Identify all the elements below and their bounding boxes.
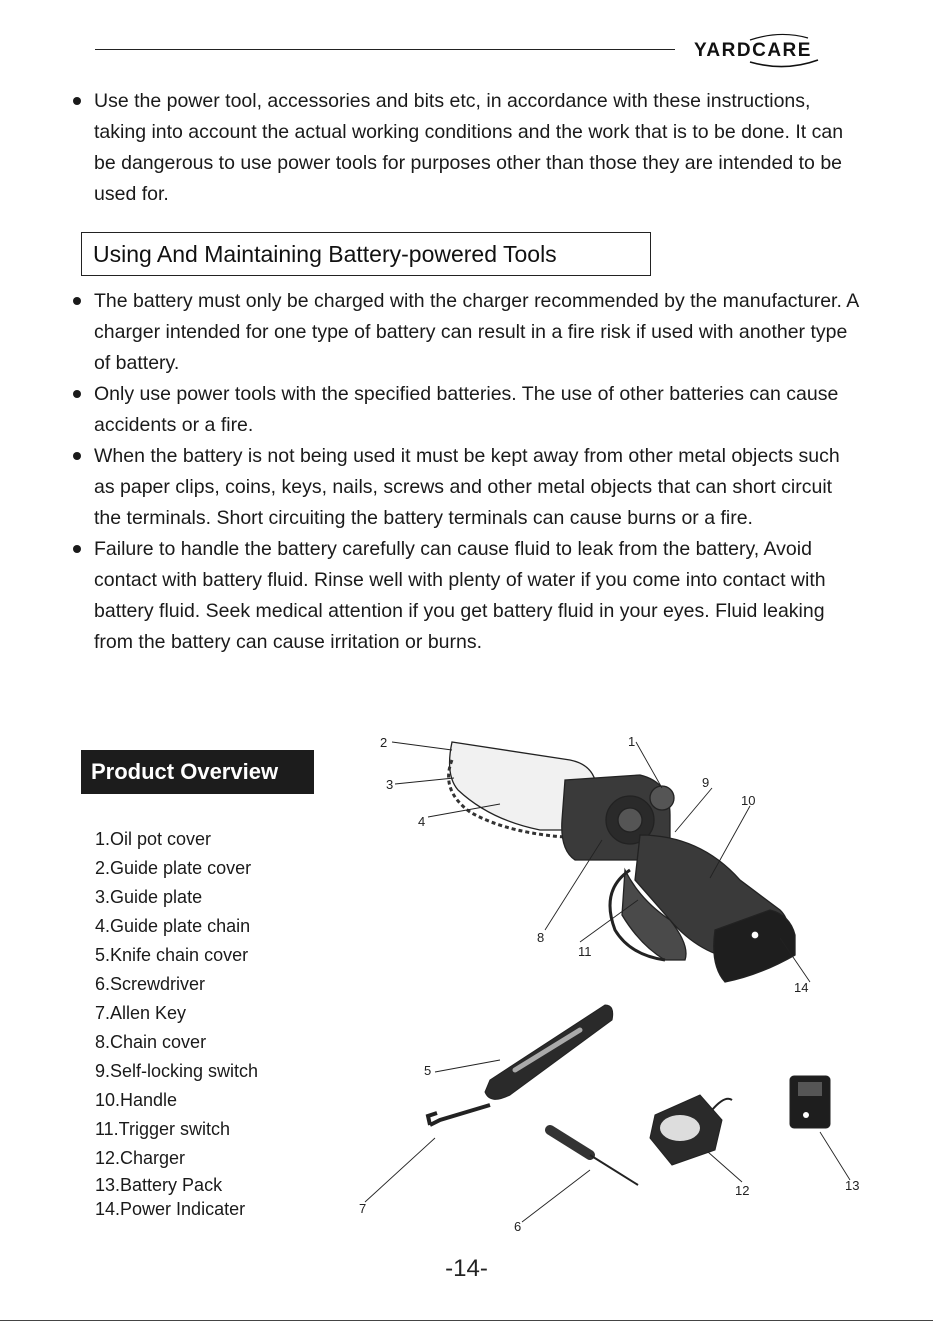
battery-bullet: Failure to handle the battery carefully can cause fluid to leak from the battery, Avoid contact with battery fluid. Rinse well with plenty of water if you come into contact with battery fluid. Seek medical attention if you get battery fluid in your eyes. Fluid leaking from the battery can cause irritation or burns. <box>73 534 863 658</box>
part-item: 2.Guide plate cover <box>95 858 252 878</box>
callout-8: 8 <box>537 930 545 945</box>
callout-9: 9 <box>702 775 710 790</box>
part-item: 14.Power Indicater <box>95 1199 246 1219</box>
page-number: -14- <box>445 1255 488 1282</box>
part-item: 1.Oil pot cover <box>95 829 212 849</box>
callout-12: 12 <box>735 1183 750 1198</box>
callout-7: 7 <box>359 1201 367 1216</box>
callout-11: 11 <box>578 944 592 959</box>
part-item: 10.Handle <box>95 1090 178 1110</box>
part-item: 5.Knife chain cover <box>95 945 249 965</box>
callout-13: 13 <box>845 1178 860 1193</box>
callout-1: 1 <box>628 734 636 749</box>
callout-4: 4 <box>418 814 426 829</box>
part-item: 4.Guide plate chain <box>95 916 251 936</box>
battery-bullet: Only use power tools with the specified batteries. The use of other batteries can cause accidents or a fire. <box>73 379 863 441</box>
intro-bullet: Use the power tool, accessories and bits etc, in accordance with these instructions, taking into account the actual working conditions and the work that is to be done. It can be dangerous to use power tools for purposes other than those they are intended to be used for. <box>73 86 863 210</box>
part-item: 3.Guide plate <box>95 887 203 907</box>
battery-bullet: When the battery is not being used it must be kept away from other metal objects such as paper clips, coins, keys, nails, screws and other metal objects that can short circuit the terminals. Short circuiting the battery terminals can cause burns or a fire. <box>73 441 863 534</box>
section-title-battery: Using And Maintaining Battery-powered Tools <box>81 232 651 276</box>
product-illustration <box>340 720 930 1240</box>
chain-cover-icon <box>485 1005 613 1099</box>
part-item: 8.Chain cover <box>95 1032 207 1052</box>
battery-pack-icon <box>790 1076 830 1128</box>
svg-text:YARDCARE: YARDCARE <box>694 40 812 61</box>
allen-key-icon <box>428 1105 490 1125</box>
intro-bullet-list <box>73 86 863 210</box>
callout-14: 14 <box>794 980 809 995</box>
part-item: 6.Screwdriver <box>95 974 206 994</box>
part-item: 11.Trigger switch <box>95 1119 231 1139</box>
brand-logo <box>690 26 840 72</box>
part-item: 13.Battery Pack <box>95 1175 223 1195</box>
part-item: 12.Charger <box>95 1148 186 1168</box>
callout-10: 10 <box>741 793 756 808</box>
part-item: 7.Allen Key <box>95 1003 187 1023</box>
part-item: 9.Self-locking switch <box>95 1061 259 1081</box>
header-rule <box>95 49 675 50</box>
callout-3: 3 <box>386 777 394 792</box>
charger-icon <box>650 1095 732 1165</box>
section-title-overview: Product Overview <box>81 750 314 794</box>
footer-rule <box>0 1320 933 1321</box>
battery-bullet-list <box>73 286 863 658</box>
parts-list <box>95 825 258 1221</box>
chainsaw-icon <box>449 742 795 982</box>
callout-2: 2 <box>380 735 388 750</box>
screwdriver-icon <box>550 1130 638 1185</box>
callout-6: 6 <box>514 1219 522 1234</box>
battery-bullet: The battery must only be charged with the charger recommended by the manufacturer. A charger intended for one type of battery can result in a fire risk if used with another type of battery. <box>73 286 863 379</box>
callout-5: 5 <box>424 1063 432 1078</box>
